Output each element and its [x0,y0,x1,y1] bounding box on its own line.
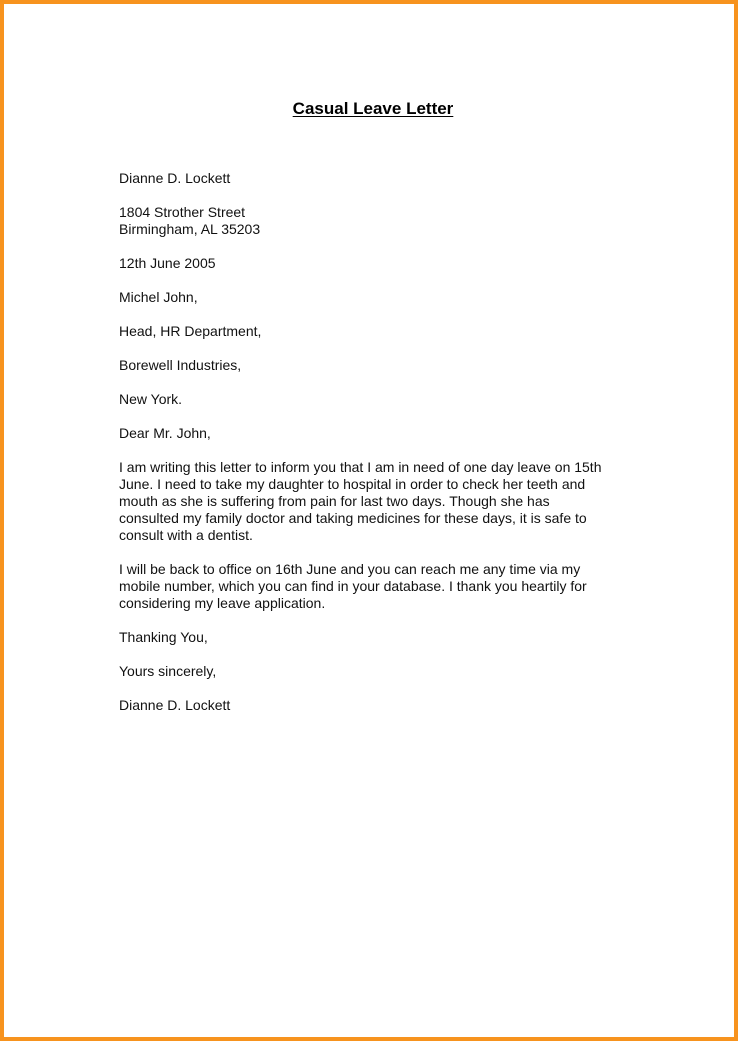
sender-address [119,204,639,238]
address-line-2: Birmingham, AL 35203 [119,221,261,237]
body-paragraph-2-line: I will be back to office on 16th June and you can reach me any time via my [119,561,581,577]
address-line-1: 1804 Strother Street [119,204,246,220]
letter-body [119,170,639,731]
body-paragraph-1 [119,459,639,544]
body-paragraph-1-line: June. I need to take my daughter to hospital in order to check her teeth and [119,476,586,492]
sender-name: Dianne D. Lockett [119,170,231,186]
body-paragraph-2-line: mobile number, which you can find in your database. I thank you heartily for [119,578,587,594]
closing-thanks: Thanking You, [119,629,208,645]
recipient-title: Head, HR Department, [119,323,262,339]
signature-name: Dianne D. Lockett [119,697,231,713]
salutation: Dear Mr. John, [119,425,211,441]
recipient-city: New York. [119,391,183,407]
body-paragraph-2-line: considering my leave application. [119,595,326,611]
closing-sincerely: Yours sincerely, [119,663,217,679]
recipient-name: Michel John, [119,289,198,305]
body-paragraph-1-line: mouth as she is suffering from pain for last two days. Though she has [119,493,550,509]
body-paragraph-1-line: consulted my family doctor and taking medicines for these days, it is safe to [119,510,587,526]
letter-title: Casual Leave Letter [292,99,454,118]
body-paragraph-2 [119,561,639,612]
letter-date: 12th June 2005 [119,255,216,271]
body-paragraph-1-line: I am writing this letter to inform you that I am in need of one day leave on 15th [119,459,602,475]
recipient-company: Borewell Industries, [119,357,242,373]
body-paragraph-1-line: consult with a dentist. [119,527,253,543]
